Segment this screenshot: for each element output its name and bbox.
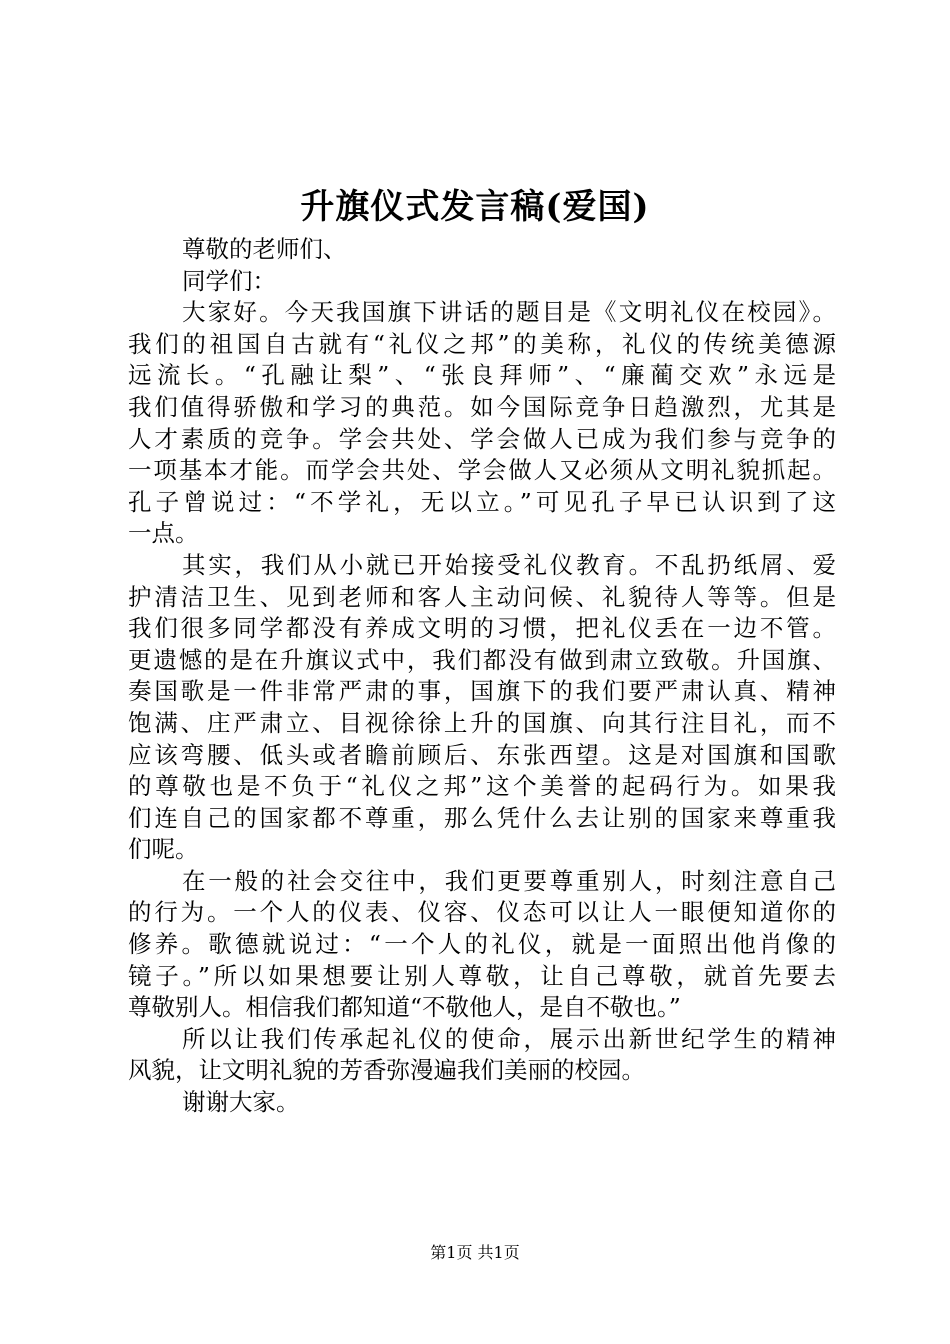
text-line: 孔子曾说过：“不学礼，无以立。”可见孔子早已认识到了这 [128,487,836,516]
text-line: 所以让我们传承起礼仪的使命，展示出新世纪学生的精神 [182,1024,836,1053]
text-line: 奏国歌是一件非常严肃的事，国旗下的我们要严肃认真、精神 [128,677,836,706]
text-line: 人才素质的竞争。学会共处、学会做人已成为我们参与竞争的 [128,424,836,453]
text-line: 的行为。一个人的仪表、仪容、仪态可以让人一眼便知道你的 [128,898,836,927]
text-line: 在一般的社会交往中，我们更要尊重别人，时刻注意自己 [182,866,836,895]
text-line: 饱满、庄严肃立、目视徐徐上升的国旗、向其行注目礼，而不 [128,708,836,737]
text-line: 应该弯腰、低头或者瞻前顾后、东张西望。这是对国旗和国歌 [128,740,836,769]
page-footer: 第1页 共1页 [430,1243,520,1262]
document-body [128,234,836,1119]
text-line: 我们的祖国自古就有“礼仪之邦”的美称，礼仪的传统美德源 [128,329,836,358]
text-line: 的尊敬也是不负于“礼仪之邦”这个美誉的起码行为。如果我 [128,772,836,801]
text-line: 远流长。“孔融让梨”、“张良拜师”、“廉蔺交欢”永远是 [128,361,836,390]
text-line: 风貌，让文明礼貌的芳香弥漫遍我们美丽的校园。 [128,1056,645,1085]
text-line: 一点。 [128,519,199,548]
text-line: 大家好。今天我国旗下讲话的题目是《文明礼仪在校园》。 [182,298,836,327]
text-line: 我们很多同学都没有养成文明的习惯，把礼仪丢在一边不管。 [128,614,836,643]
text-line: 尊敬别人。相信我们都知道“不敬他人，是自不敬也。” [128,993,681,1022]
text-line: 更遗憾的是在升旗议式中，我们都没有做到肃立致敬。升国旗、 [128,645,836,674]
text-line: 们连自己的国家都不尊重，那么凭什么去让别的国家来尊重我 [128,803,836,832]
text-line: 谢谢大家。 [182,1088,300,1117]
text-line: 修养。歌德就说过：“一个人的礼仪，就是一面照出他肖像的 [128,930,836,959]
text-line: 同学们： [182,266,276,295]
text-line: 镜子。”所以如果想要让别人尊敬，让自己尊敬，就首先要去 [128,961,836,990]
text-line: 我们值得骄傲和学习的典范。如今国际竞争日趋激烈，尤其是 [128,392,836,421]
text-line: 们呢。 [128,835,199,864]
text-line: 护清洁卫生、见到老师和客人主动问候、礼貌待人等等。但是 [128,582,836,611]
text-line: 一项基本才能。而学会共处、学会做人又必须从文明礼貌抓起。 [128,456,836,485]
text-line: 其实，我们从小就已开始接受礼仪教育。不乱扔纸屑、爱 [182,550,836,579]
text-line: 尊敬的老师们、 [182,235,347,263]
document-title: 升旗仪式发言稿(爱国) [300,187,650,227]
